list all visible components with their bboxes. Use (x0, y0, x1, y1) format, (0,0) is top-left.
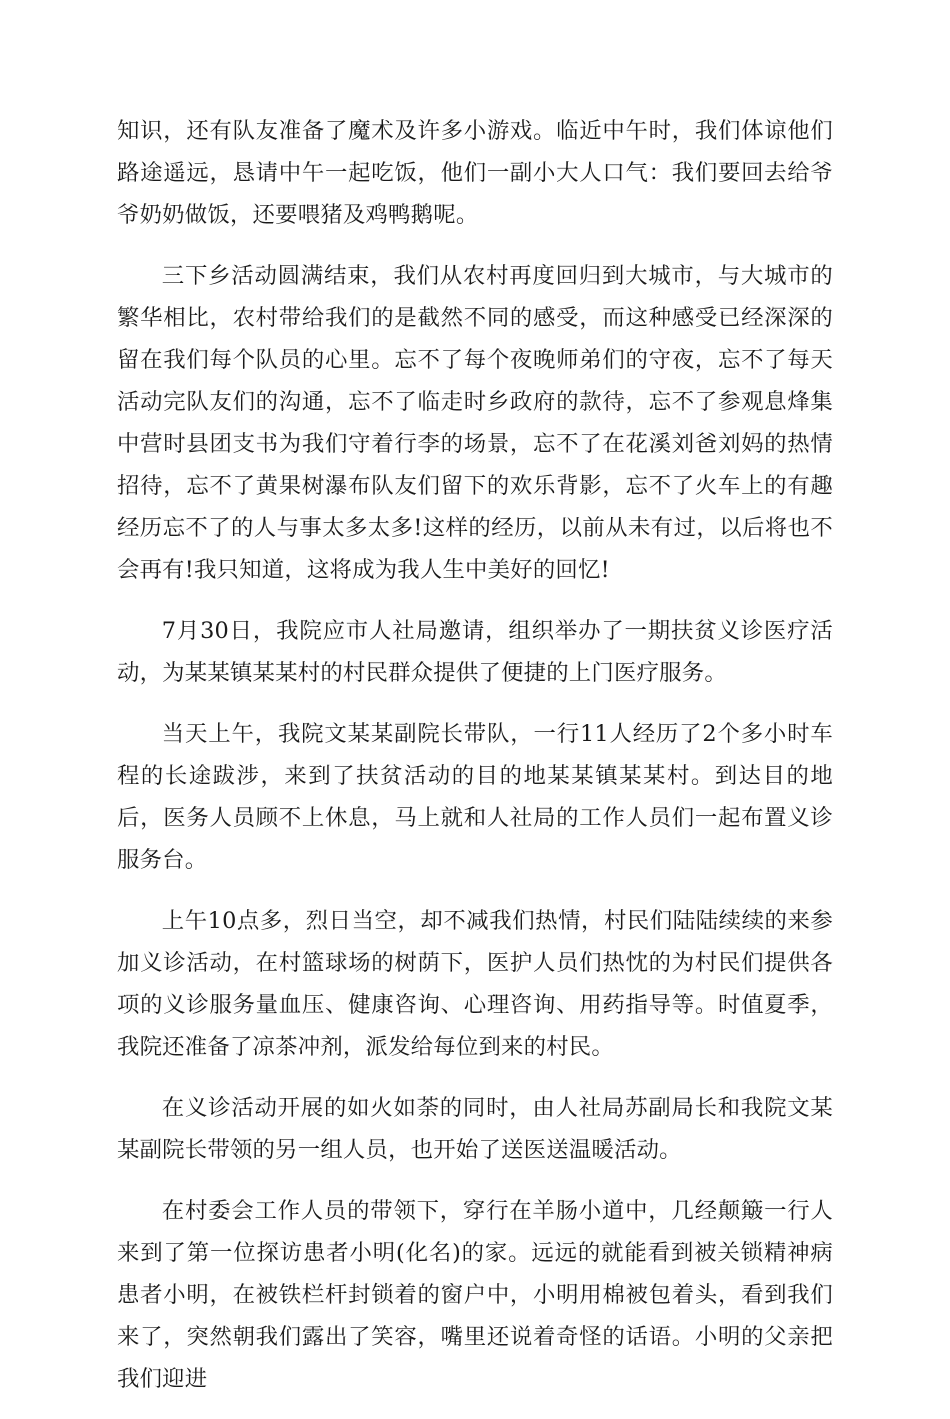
paragraph-2: 三下乡活动圆满结束，我们从农村再度回归到大城市，与大城市的繁华相比，农村带给我们的是截然不同的感受，而这种感受已经深深的留在我们每个队员的心里。忘不了每个夜晚师弟们的守夜，忘不了每天活动完队友们的沟通，忘不了临走时乡政府的款待，忘不了参观息烽集中营时县团支书为我们守着行李的场景，忘不了在花溪刘爸刘妈的热情招待，忘不了黄果树瀑布队友们留下的欢乐背影，忘不了火车上的有趣经历忘不了的人与事太多太多!这样的经历，以前从未有过，以后将也不会再有!我只知道，这将成为我人生中美好的回忆! (117, 263, 833, 583)
paragraph-5: 上午10点多，烈日当空，却不减我们热情，村民们陆陆续续的来参加义诊活动，在村篮球场的树荫下，医护人员们热忱的为村民们提供各项的义诊服务量血压、健康咨询、心理咨询、用药指导等。时值夏季，我院还准备了凉茶冲剂，派发给每位到来的村民。 (117, 908, 833, 1060)
document-body (117, 110, 833, 1419)
paragraph-7: 在村委会工作人员的带领下，穿行在羊肠小道中，几经颠簸一行人来到了第一位探访患者小明(化名)的家。远远的就能看到被关锁精神病患者小明，在被铁栏杆封锁着的窗户中，小明用棉被包着头，看到我们来了，突然朝我们露出了笑容，嘴里还说着奇怪的话语。小明的父亲把我们迎进 (117, 1198, 833, 1392)
paragraph-3: 7月30日，我院应市人社局邀请，组织举办了一期扶贫义诊医疗活动，为某某镇某某村的村民群众提供了便捷的上门医疗服务。 (117, 618, 833, 686)
paragraph-1: 知识，还有队友准备了魔术及许多小游戏。临近中午时，我们体谅他们路途遥远，恳请中午一起吃饭，他们一副小大人口气：我们要回去给爷爷奶奶做饭，还要喂猪及鸡鸭鹅呢。 (117, 118, 833, 228)
paragraph-4: 当天上午，我院文某某副院长带队，一行11人经历了2个多小时车程的长途跋涉，来到了扶贫活动的目的地某某镇某某村。到达目的地后，医务人员顾不上休息，马上就和人社局的工作人员们一起布置义诊服务台。 (117, 721, 833, 873)
paragraph-6: 在义诊活动开展的如火如荼的同时，由人社局苏副局长和我院文某某副院长带领的另一组人员，也开始了送医送温暖活动。 (117, 1095, 833, 1163)
